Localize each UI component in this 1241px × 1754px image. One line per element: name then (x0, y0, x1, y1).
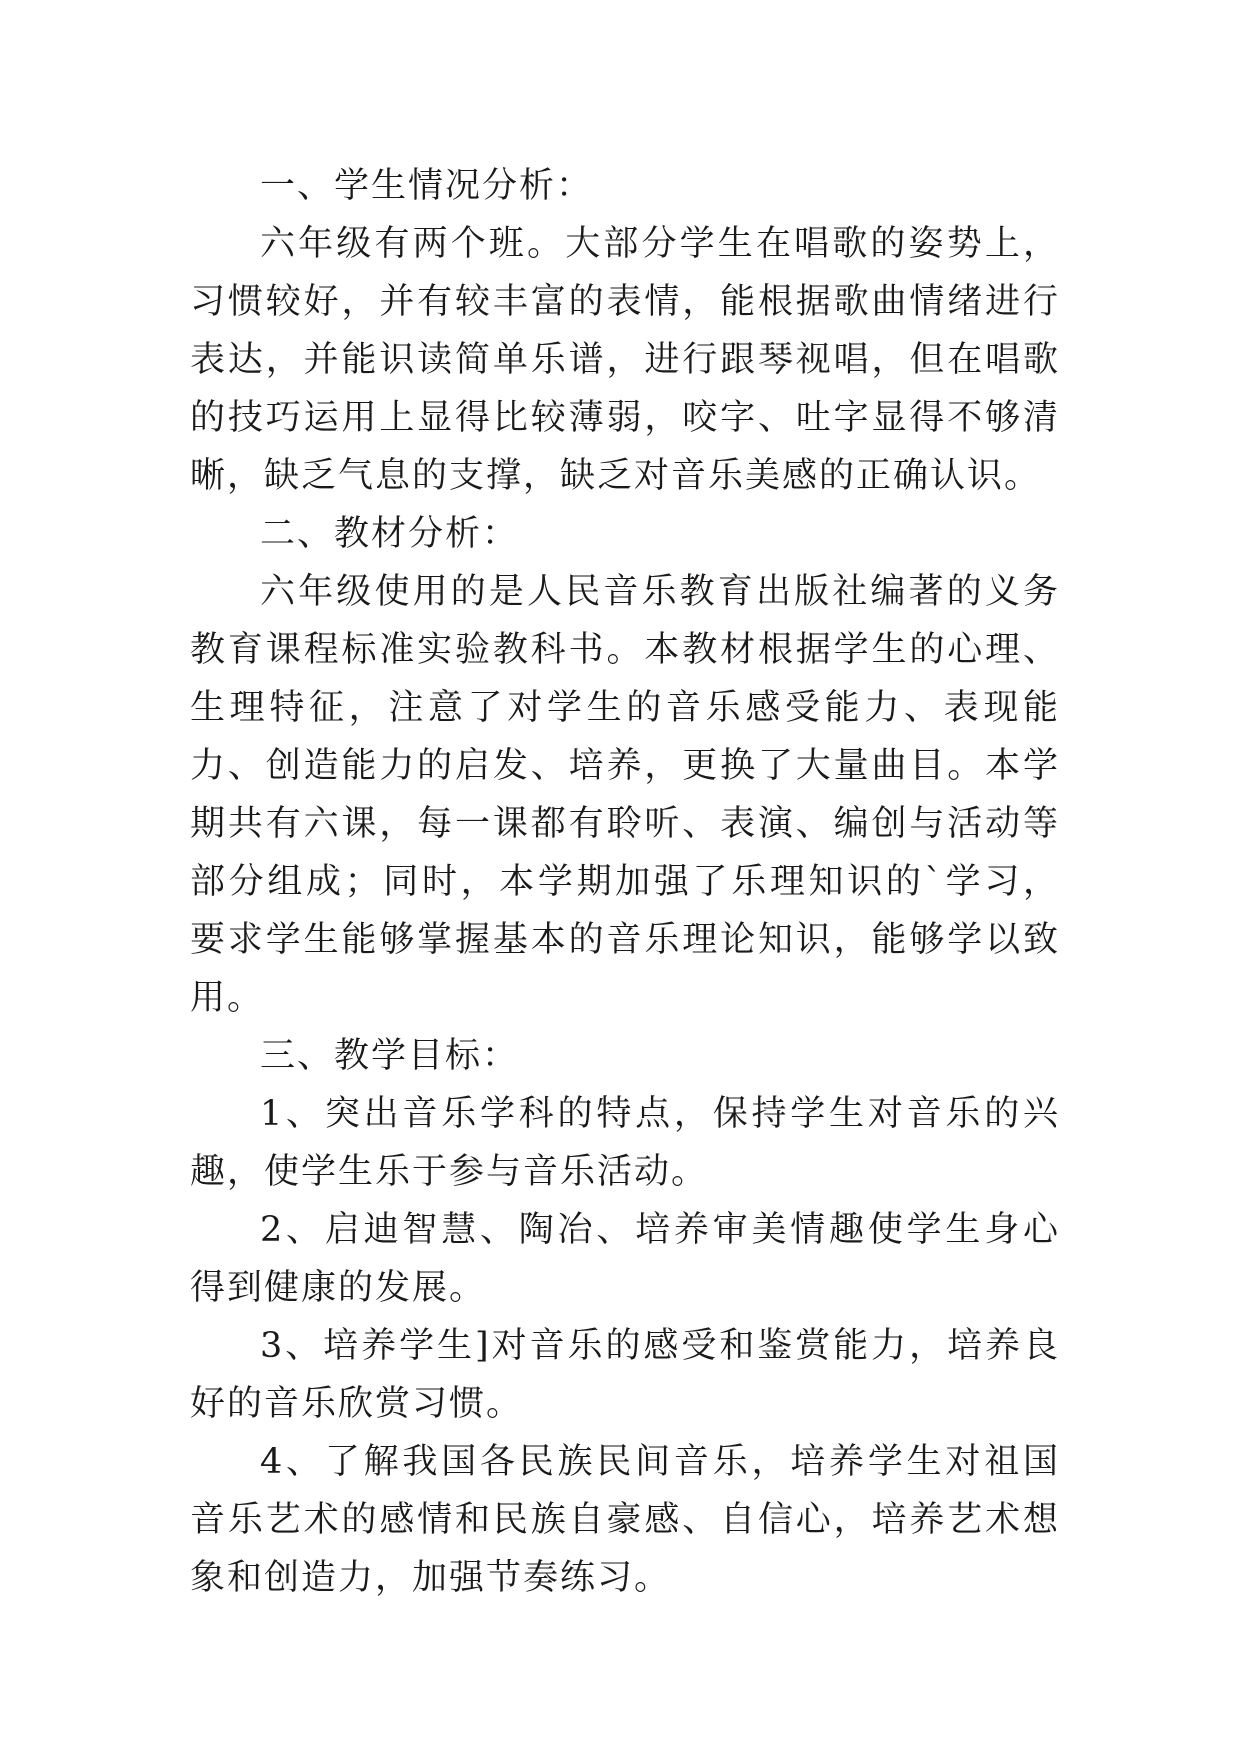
section-heading-teaching-goals: 三、教学目标： (260, 1036, 520, 1076)
section-heading-student-analysis: 一、学生情况分析： (260, 166, 594, 206)
goal-item-1: 1、突出音乐学科的特点，保持学生对音乐的兴趣，使学生乐于参与音乐活动。 (190, 1094, 1060, 1192)
section-heading-textbook-analysis: 二、教材分析： (260, 514, 520, 554)
goal-item-3: 3、培养学生]对音乐的感受和鉴赏能力，培养良好的音乐欣赏习惯。 (190, 1326, 1060, 1424)
goal-item-2: 2、启迪智慧、陶冶、培养审美情趣使学生身心得到健康的发展。 (190, 1210, 1060, 1308)
document-body (190, 157, 1060, 1607)
paragraph-student-analysis: 六年级有两个班。大部分学生在唱歌的姿势上，习惯较好，并有较丰富的表情，能根据歌曲情绪进行表达，并能识读简单乐谱，进行跟琴视唱，但在唱歌的技巧运用上显得比较薄弱，咬字、吐字显得不够清晰，缺乏气息的支撑，缺乏对音乐美感的正确认识。 (190, 224, 1060, 496)
paragraph-textbook-analysis: 六年级使用的是人民音乐教育出版社编著的义务教育课程标准实验教科书。本教材根据学生的心理、生理特征，注意了对学生的音乐感受能力、表现能力、创造能力的启发、培养，更换了大量曲目。本学期共有六课，每一课都有聆听、表演、编创与活动等部分组成；同时，本学期加强了乐理知识的`学习，要求学生能够掌握基本的音乐理论知识，能够学以致用。 (190, 572, 1060, 1018)
goal-item-4: 4、了解我国各民族民间音乐，培养学生对祖国音乐艺术的感情和民族自豪感、自信心，培养艺术想象和创造力，加强节奏练习。 (190, 1442, 1060, 1598)
